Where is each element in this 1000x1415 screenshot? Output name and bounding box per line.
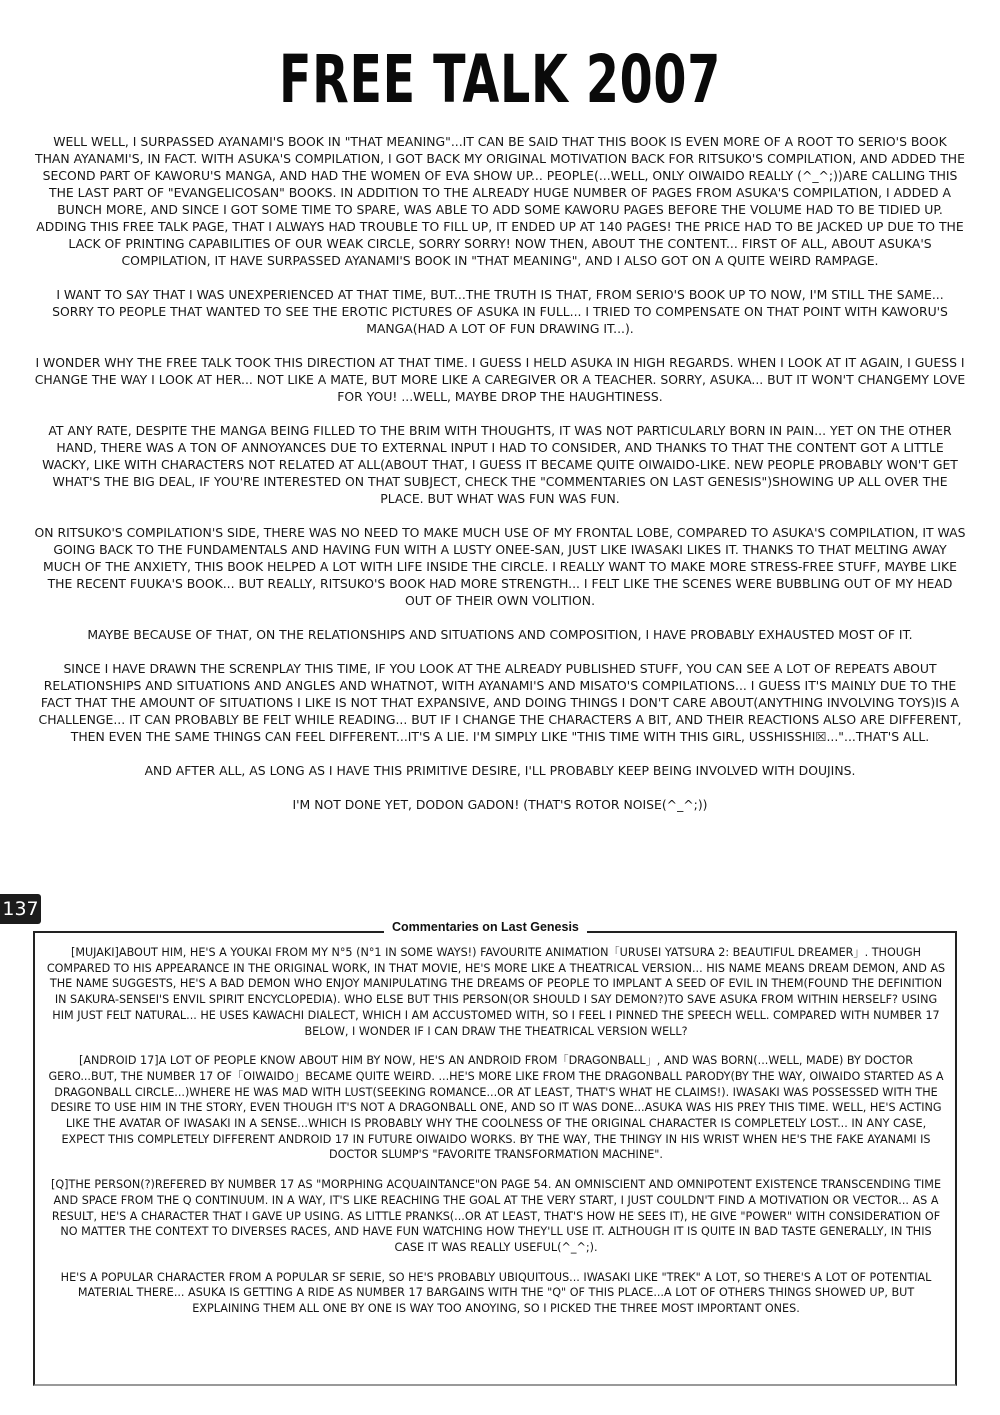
commentaries-heading: Commentaries on Last Genesis — [384, 919, 587, 935]
commentary-paragraph: [Q]THE PERSON(?)REFERED BY NUMBER 17 AS "MORPHING ACQUAINTANCE"ON PAGE 54. AN OMNISCIENT AND OMNIPOTENT EXISTENCE TRANSCENDING TIME AND SPACE FROM THE Q CONTINUUM. IN A WAY, IT'S LIKE REACHING THE GOAL AT THE VERY START, I JUST COULDN'T FIND A MOTIVATION OR VECTOR... AS A RESULT, HE'S A CHARACTER THAT I GAVE UP USING. AS LITTLE PRANKS(...OR AT LEAST, THAT'S HOW HE SEES IT), HE GIVE "POWER" WITH CONSIDERATION OF NO MATTER THE CONTEXT TO DIVERSES RACES, AND HAVE FUN WATCHING HOW THEY'LL USE IT. ALTHOUGH IT IS QUITE IN BAD TASTE GENERALLY, IN THIS CASE IT WAS REALLY USEFUL(^_^;). — [50, 1178, 942, 1254]
free-talk-paragraph: I WANT TO SAY THAT I WAS UNEXPERIENCED AT THAT TIME, BUT...THE TRUTH IS THAT, FROM SERIO'S BOOK UP TO NOW, I'M STILL THE SAME... SORRY TO PEOPLE THAT WANTED TO SEE THE EROTIC PICTURES OF ASUKA IN FULL... I TRIED TO COMPENSATE ON THAT POINT WITH KAWORU'S MANGA(HAD A LOT OF FUN DRAWING IT...). — [52, 287, 948, 336]
commentary-paragraph: [MUJAKI]ABOUT HIM, HE'S A YOUKAI FROM MY N°5 (N°1 IN SOME WAYS!) FAVOURITE ANIMATION「URUSEI YATSURA 2: BEAUTIFUL DREAMER」. THOUGH COMPARED TO HIS APPEARANCE IN THE ORIGINAL WORK, IN THAT MOVIE, HE'S MORE LIKE A THEATRICAL VERSION... HIS NAME MEANS DREAM DEMON, AND AS THE NAME SUGGESTS, HE'S A BAD DEMON WHO ENJOY MANIPULATING THE DREAMS OF PEOPLE TO IMPLANT A SEED OF EVIL IN THEM(FOUND THE DEFINITION IN SAKURA-SENSEI'S ENVIL SPIRIT ENCYCLOPEDIA). WHO ELSE BUT THIS PERSON(OR SHOULD I SAY DEMON?)TO SAVE ASUKA FROM WITHIN HERSELF? USING HIM JUST FELT NATURAL... HE USES KAWACHI DIALECT, WHICH I AM ACCUSTOMED WITH, SO I FEEL I PINNED THE SPEECH WELL. COMPARED WITH NUMBER 17 BELOW, I WONDER IF I CAN DRAW THE THEATRICAL VERSION WELL? — [46, 946, 946, 1038]
page-title: FREE TALK 2007 — [278, 41, 722, 118]
commentary-paragraph: [ANDROID 17]A LOT OF PEOPLE KNOW ABOUT HIM BY NOW, HE'S AN ANDROID FROM「DRAGONBALL」, AND WAS BORN(...WELL, MADE) BY DOCTOR GERO...BUT, THE NUMBER 17 OF「OIWAIDO」BECAME QUITE WEIRD. ...HE'S MORE LIKE FROM THE DRAGONBALL PARODY(BY THE WAY, OIWAIDO STARTED AS A DRAGONBALL CIRCLE...)WHERE HE WAS MAD WITH LUST(SEEKING ROMANCE...OR AT LEAST, THAT'S WHAT HE CLAIMS!). IWASAKI WAS POSSESSED WITH THE DESIRE TO USE HIM IN THE STORY, EVEN THOUGH IT'S NOT A DRAGONBALL ONE, AND SO IT WAS DONE...ASUKA WAS HIS PREY THIS TIME. WELL, HE'S ACTING LIKE THE AVATAR OF IWASAKI IN A SENSE...WHICH IS PROBABLY WHY THE COOLNESS OF THE ORIGINAL CHARACTER IS COMPLETELY LOST... IN ANY CASE, EXPECT THIS COMPLETELY DIFFERENT ANDROID 17 IN FUTURE OIWAIDO WORKS. BY THE WAY, THE THINGY IN HIS WRIST WHEN HE'S THE FAKE AYANAMI IS DOCTOR SLUMP'S "FAVORITE TRANSFORMATION MACHINE". — [48, 1054, 944, 1162]
page-number-badge: 137 — [0, 894, 41, 924]
free-talk-paragraph: AND AFTER ALL, AS LONG AS I HAVE THIS PRIMITIVE DESIRE, I'LL PROBABLY KEEP BEING INVOLVED WITH DOUJINS. — [144, 763, 856, 778]
free-talk-paragraph: I WONDER WHY THE FREE TALK TOOK THIS DIRECTION AT THAT TIME. I GUESS I HELD ASUKA IN HIGH REGARDS. WHEN I LOOK AT IT AGAIN, I GUESS I CHANGE THE WAY I LOOK AT HER... NOT LIKE A MATE, BUT MORE LIKE A CAREGIVER OR A TEACHER. SORRY, ASUKA... BUT IT WON'T CHANGEMY LOVE FOR YOU! ...WELL, MAYBE DROP THE HAUGHTINESS. — [34, 355, 966, 404]
commentaries-body — [44, 945, 948, 1331]
free-talk-paragraph: WELL WELL, I SURPASSED AYANAMI'S BOOK IN "THAT MEANING"...IT CAN BE SAID THAT THIS BOOK IS EVEN MORE OF A ROOT TO SERIO'S BOOK THAN AYANAMI'S, IN FACT. WITH ASUKA'S COMPILATION, I GOT BACK MY ORIGINAL MOTIVATION BACK FOR RITSUKO'S COMPILATION, AND ADDED THE SECOND PART OF KAWORU'S MANGA, AND HAD THE WOMEN OF EVA SHOW UP... PEOPLE(...WELL, ONLY OIWAIDO REALLY (^_^;))ARE CALLING THIS THE LAST PART OF "EVANGELICOSAN" BOOKS. IN ADDITION TO THE ALREADY HUGE NUMBER OF PAGES FROM ASUKA'S COMPILATION, I ADDED A BUNCH MORE, AND SINCE I GOT SOME TIME TO SPARE, WAS ABLE TO ADD SOME KAWORU PAGES BEFORE THE VOLUME HAD TO BE TIDIED UP. ADDING THIS FREE TALK PAGE, THAT I ALWAYS HAD TROUBLE TO FILL UP, IT ENDED UP AT 140 PAGES! THE PRICE HAD TO BE JACKED UP DUE TO THE LACK OF PRINTING CAPABILITIES OF OUR WEAK CIRCLE, SORRY SORRY! NOW THEN, ABOUT THE CONTENT... FIRST OF ALL, ABOUT ASUKA'S COMPILATION, IT HAVE SURPASSED AYANAMI'S BOOK IN "THAT MEANING", AND I ALSO GOT ON A QUITE WEIRD RAMPAGE. — [35, 134, 965, 268]
free-talk-body — [34, 133, 966, 830]
free-talk-paragraph: MAYBE BECAUSE OF THAT, ON THE RELATIONSHIPS AND SITUATIONS AND COMPOSITION, I HAVE PROBABLY EXHAUSTED MOST OF IT. — [87, 627, 913, 642]
free-talk-paragraph: I'M NOT DONE YET, DODON GADON! (THAT'S ROTOR NOISE(^_^;)) — [292, 797, 708, 812]
free-talk-paragraph: AT ANY RATE, DESPITE THE MANGA BEING FILLED TO THE BRIM WITH THOUGHTS, IT WAS NOT PARTICULARLY BORN IN PAIN... YET ON THE OTHER HAND, THERE WAS A TON OF ANNOYANCES DUE TO EXTERNAL INPUT I HAD TO CONSIDER, AND THANKS TO THAT THE CONTENT GOT A LITTLE WACKY, LIKE WITH CHARACTERS NOT RELATED AT ALL(ABOUT THAT, I GUESS IT BECAME QUITE OIWAIDO-LIKE. NEW PEOPLE PROBABLY WON'T GET WHAT'S THE BIG DEAL, IF YOU'RE INTERESTED ON THAT SUBJECT, CHECK THE "COMMENTARIES ON LAST GENESIS")SHOWING UP ALL OVER THE PLACE. BUT WHAT WAS FUN WAS FUN. — [42, 423, 958, 506]
commentary-paragraph: HE'S A POPULAR CHARACTER FROM A POPULAR SF SERIE, SO HE'S PROBABLY UBIQUITOUS... IWASAKI LIKE "TREK" A LOT, SO THERE'S A LOT OF POTENTIAL MATERIAL THERE... ASUKA IS GETTING A RIDE AS NUMBER 17 BARGAINS WITH THE "Q" OF THIS PLACE...A LOT OF OTHERS THINGS SHOWED UP, BUT EXPLAINING THEM ALL ONE BY ONE IS WAY TOO ANOYING, SO I PICKED THE THREE MOST IMPORTANT ONES. — [60, 1270, 932, 1316]
free-talk-paragraph: SINCE I HAVE DRAWN THE SCRENPLAY THIS TIME, IF YOU LOOK AT THE ALREADY PUBLISHED STUFF, YOU CAN SEE A LOT OF REPEATS ABOUT RELATIONSHIPS AND SITUATIONS AND ANGLES AND WHATNOT, WITH AYANAMI'S AND MISATO'S COMPILATIONS... I GUESS IT'S MAINLY DUE TO THE FACT THAT THE AMOUNT OF SITUATIONS I LIKE IS NOT THAT EXPANSIVE, AND DOING THINGS I DON'T CARE ABOUT(ANYTHING INVOLVING TOYS)IS A CHALLENGE... IT CAN PROBABLY BE FELT WHILE READING... BUT IF I CHANGE THE CHARACTERS A BIT, AND THEIR REACTIONS ALSO ARE DIFFERENT, THEN EVEN THE SAME THINGS CAN FEEL DIFFERENT...IT'S A LIE. I'M SIMPLY LIKE "THIS TIME WITH THIS GIRL, USSHISSHI☒..."...THAT'S ALL. — [38, 661, 962, 744]
free-talk-paragraph: ON RITSUKO'S COMPILATION'S SIDE, THERE WAS NO NEED TO MAKE MUCH USE OF MY FRONTAL LOBE, COMPARED TO ASUKA'S COMPILATION, IT WAS GOING BACK TO THE FUNDAMENTALS AND HAVING FUN WITH A LUSTY ONEE-SAN, JUST LIKE IWASAKI LIKES IT. THANKS TO THAT MELTING AWAY MUCH OF THE ANXIETY, THIS BOOK HELPED A LOT WITH LIFE INSIDE THE CIRCLE. I REALLY WANT TO MAKE MORE STRESS-FREE STUFF, MAYBE LIKE THE RECENT FUUKA'S BOOK... BUT REALLY, RITSUKO'S BOOK HAD MORE STRENGTH... I FELT LIKE THE SCENES WERE BUBBLING OUT OF MY HEAD OUT OF THEIR OWN VOLITION. — [34, 525, 966, 608]
